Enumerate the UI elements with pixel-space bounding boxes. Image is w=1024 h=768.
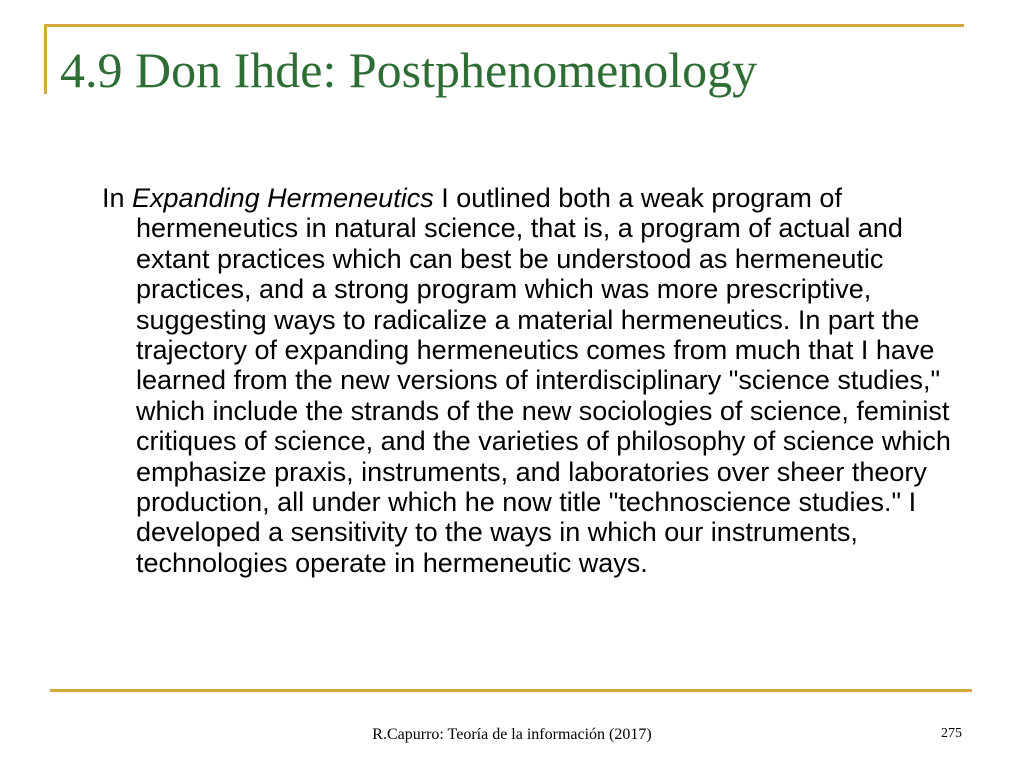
footer-credit: R.Capurro: Teoría de la información (2017)	[372, 726, 652, 743]
slide-title: 4.9 Don Ihde: Postphenomenology	[60, 42, 758, 98]
left-accent-line	[44, 24, 47, 94]
body-paragraph	[102, 183, 970, 578]
bottom-accent-line	[50, 689, 972, 692]
top-accent-line	[44, 24, 964, 27]
slide-body	[102, 183, 970, 578]
page-number: 275	[941, 726, 962, 741]
body-text: I outlined both a weak program of hermeneutics in natural science, that is, a program of actual and extant practices which can best be understood as hermeneutic practices, and a strong program which was more prescriptive, suggesting ways to radicalize a material hermeneutics. In part the trajectory of expanding hermeneutics comes from much that I have learned from the new versions of interdisciplinary "science studies," which include the strands of the new sociologies of science, feminist critiques of science, and the varieties of philosophy of science which emphasize praxis, instruments, and laboratories over sheer theory production, all under which he now title "technoscience studies." I developed a sensitivity to the ways in which our instruments, technologies operate in hermeneutic ways.	[136, 183, 951, 578]
body-lead: In	[102, 183, 133, 213]
book-title: Expanding Hermeneutics	[132, 183, 434, 213]
